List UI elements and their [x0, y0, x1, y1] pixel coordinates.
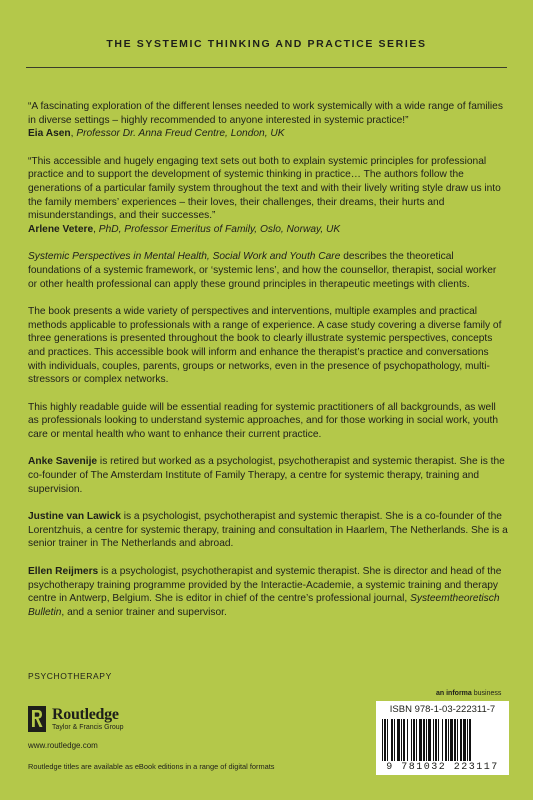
- series-divider: [26, 67, 507, 68]
- barcode-bar: [463, 719, 466, 761]
- author-bio-3: [28, 565, 508, 619]
- barcode: [376, 701, 509, 775]
- series-title: THE SYSTEMIC THINKING AND PRACTICE SERIES: [106, 38, 427, 50]
- endorsement-2: [28, 155, 508, 237]
- barcode-bar: [401, 719, 402, 761]
- barcode-bar: [467, 719, 468, 761]
- author-name: Justine van Lawick: [28, 511, 121, 523]
- description-paragraph-1: [28, 250, 508, 291]
- author-bio-1: [28, 455, 508, 496]
- barcode-bar: [384, 719, 386, 761]
- subject-category: PSYCHOTHERAPY: [28, 671, 112, 681]
- author-bio-2: [28, 510, 508, 551]
- barcode-bar: [428, 719, 431, 761]
- routledge-logo-icon: [28, 706, 46, 732]
- endorsement-quote: “A fascinating exploration of the different lenses needed to work systemically with a wide range of families in diverse settings – highly recommended to anyone interested in systemic practice!”: [28, 101, 503, 126]
- barcode-bar: [433, 719, 434, 761]
- barcode-bar: [435, 719, 437, 761]
- barcode-bar: [407, 719, 408, 761]
- barcode-bar: [403, 719, 405, 761]
- publisher-name: Routledge: [52, 706, 119, 723]
- barcode-bar: [413, 719, 415, 761]
- barcode-bar: [394, 719, 395, 761]
- author-bio-text: , and a senior trainer and supervisor.: [61, 606, 227, 618]
- informa-brand: an informa: [436, 690, 472, 697]
- author-name: Ellen Reijmers: [28, 566, 99, 578]
- informa-label: [436, 690, 501, 697]
- back-cover-text: [28, 100, 508, 633]
- author-bio-text: is retired but worked as a psychologist, psychotherapist and systemic therapist. She is the co-founder of The Amsterdam Institute of Family Therapy, a centre for systemic therapy, training and supervision.: [28, 456, 505, 495]
- endorsement-1: [28, 100, 508, 141]
- barcode-bar: [419, 719, 422, 761]
- barcode-bar: [438, 719, 439, 761]
- description-paragraph-3: This highly readable guide will be essential reading for systemic practitioners of all backgrounds, as well as professionals looking to understand systemic approaches, and for those working in social work, youth care or mental health who want to enhance their current practice.: [28, 401, 499, 440]
- endorser-name: Arlene Vetere: [28, 223, 94, 235]
- series-header: [0, 0, 533, 86]
- endorser-name: Eia Asen: [28, 128, 71, 140]
- barcode-bar: [423, 719, 425, 761]
- barcode-bar: [397, 719, 400, 761]
- description-text: describes the theoretical foundations of a systemic framework, or ‘systemic lens’, and how the counsellor, therapist, social worker or other health professional can apply these ground principles in therapeutic meetings with clients.: [28, 251, 497, 290]
- barcode-bar: [426, 719, 427, 761]
- endorsement-attribution: Eia Asen, Professor Dr. Anna Freud Centre, London, UK: [28, 128, 285, 140]
- publisher-url: www.routledge.com: [28, 741, 98, 750]
- endorser-affiliation: Professor Dr. Anna Freud Centre, London, UK: [76, 128, 285, 140]
- barcode-bar: [391, 719, 393, 761]
- barcode-bar: [445, 719, 447, 761]
- barcode-bar: [411, 719, 412, 761]
- informa-suffix: business: [471, 690, 502, 697]
- barcode-bar: [387, 719, 388, 761]
- endorser-affiliation: PhD, Professor Emeritus of Family, Oslo, Norway, UK: [98, 223, 341, 235]
- book-title: Systemic Perspectives in Mental Health, Social Work and Youth Care: [28, 251, 341, 263]
- publisher-logo: [28, 706, 168, 736]
- author-bio-text: is a psychologist, psychotherapist and systemic therapist. She is a co-founder of the Lorentzhuis, a centre for systemic therapy, training and consultation in Haarlem, The Netherlands. She is a senior trainer in The Netherlands and abroad.: [28, 511, 508, 550]
- barcode-bar: [382, 719, 383, 761]
- barcode-digits: 9 781032 223117: [386, 762, 499, 773]
- barcode-bars: [382, 719, 503, 761]
- author-name: Anke Savenije: [28, 456, 98, 468]
- author-bio-text: is a psychologist, psychotherapist and systemic therapist. She is director and head of the psychotherapy training programme provided by the Interactie-Academie, a systemic training and therapy centre in Antwerp, Belgium. She is editor in chief of the centre’s professional journal,: [28, 566, 502, 605]
- barcode-bar: [416, 719, 417, 761]
- barcode-bar: [448, 719, 449, 761]
- barcode-bar: [457, 719, 458, 761]
- barcode-bar: [442, 719, 443, 761]
- barcode-bar: [454, 719, 456, 761]
- barcode-bar: [460, 719, 462, 761]
- barcode-bar: [450, 719, 453, 761]
- endorsement-quote: “This accessible and hugely engaging text sets out both to explain systemic principles for professional practice and to support the development of systemic thinking in practice… The authors follow the generations of a particular family system throughout the text and with their lively writing style draw us into the family members’ experiences – their loves, their challenges, their dreams, their hurts and misunderstandings, and their successes.”: [28, 155, 501, 222]
- isbn-label: ISBN 978-1-03-222311-7: [389, 704, 496, 715]
- barcode-bar: [469, 719, 471, 761]
- publisher-group: Taylor & Francis Group: [52, 724, 124, 731]
- ebook-note: Routledge titles are available as eBook editions in a range of digital formats: [28, 762, 275, 771]
- description-paragraph-2: The book presents a wide variety of perspectives and interventions, multiple examples and practical methods applicable to professionals with a range of experience. A case study covering a diverse family of three generations is presented throughout the book to clearly illustrate systemic perspectives, concepts and practices. This accessible book will inform and enhance the therapist’s practice and conversations with individuals, couples, parents, groups or networks, even in the presence of psychopathology, multi-stressors or complex networks.: [28, 306, 502, 386]
- journal-title: Systeemtheoretisch Bulletin: [28, 593, 500, 618]
- endorsement-attribution: Arlene Vetere, PhD, Professor Emeritus of Family, Oslo, Norway, UK: [28, 223, 341, 235]
